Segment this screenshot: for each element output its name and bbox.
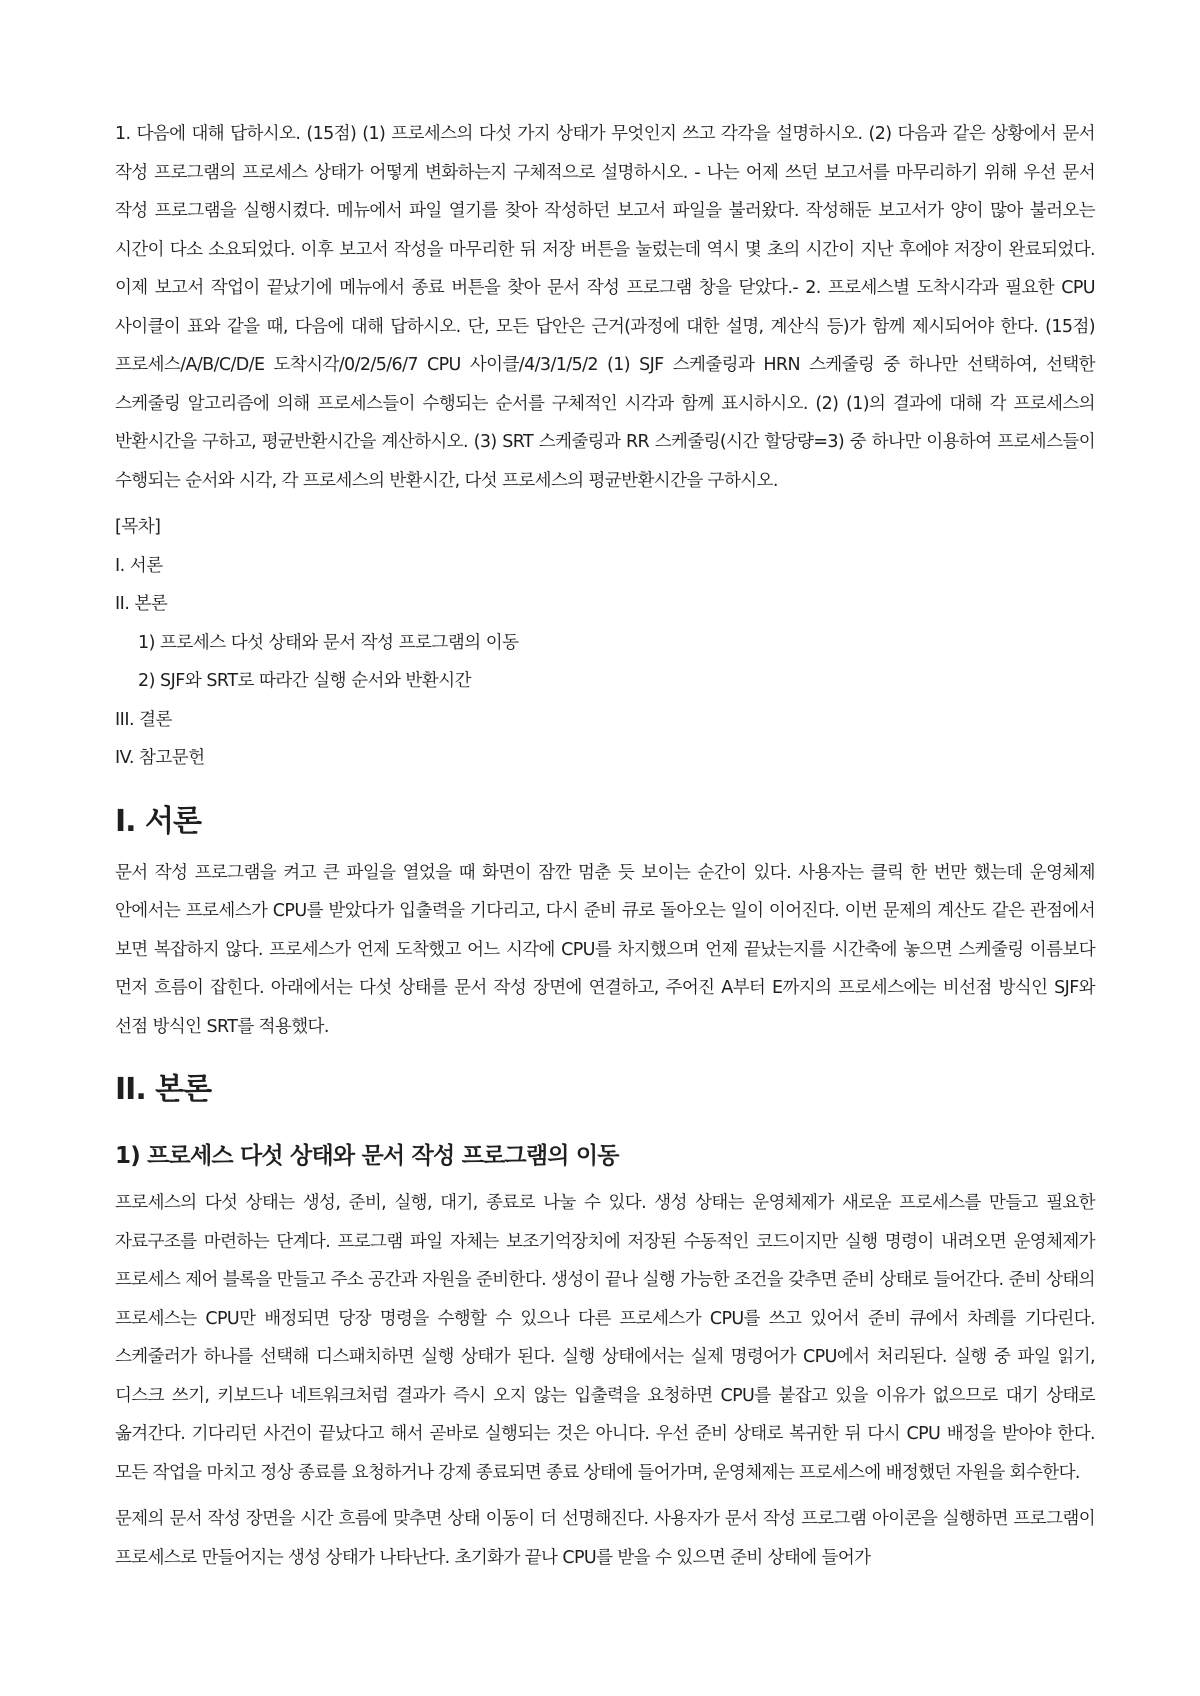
question-text: 1. 다음에 대해 답하시오. (15점) (1) 프로세스의 다섯 가지 상태가 무엇인지 쓰고 각각을 설명하시오. (2) 다음과 같은 상황에서 문서 작성 프로그램의 프로세스 상태가 어떻게 변화하는지 구체적으로 설명하시오. - 나는 어제 쓰던 보고서를 마무리하기 위해 우선 문서 작성 프로그램을 실행시켰다. 메뉴에서 파일 열기를 찾아 작성하던 보고서 파일을 불러왔다. 작성해둔 보고서가 양이 많아 불러오는 시간이 다소 소요되었다. 이후 보고서 작성을 마무리한 뒤 저장 버튼을 눌렀는데 역시 몇 초의 시간이 지난 후에야 저장이 완료되었다. 이제 보고서 작업이 끝났기에 메뉴에서 종료 버튼을 찾아 문서 작성 프로그램 창을 닫았다.- 2. 프로세스별 도착시각과 필요한 CPU 사이클이 표와 같을 때, 다음에 대해 답하시오. 단, 모든 답안은 근거(과정에 대한 설명, 계산식 등)가 함께 제시되어야 한다. (15점) 프로세스/A/B/C/D/E 도착시각/0/2/5/6/7 CPU 사이클/4/3/1/5/2 (1) SJF 스케줄링과 HRN 스케줄링 중 하나만 선택하여, 선택한 스케줄링 알고리즘에 의해 프로세스들이 수행되는 순서를 구체적인 시각과 함께 표시하시오. (2) (1)의 결과에 대해 각 프로세스의 반환시간을 구하고, 평균반환시간을 계산하시오. (3) SRT 스케줄링과 RR 스케줄링(시간 할당량=3) 중 하나만 이용하여 프로세스들이 수행되는 순서와 시각, 각 프로세스의 반환시간, 다섯 프로세스의 평균반환시간을 구하시오. (115, 124, 1095, 491)
toc-item-process-states: 1) 프로세스 다섯 상태와 문서 작성 프로그램의 이동 (138, 632, 519, 653)
process-states-paragraph-2: 문제의 문서 작성 장면을 시간 흐름에 맞추면 상태 이동이 더 선명해진다. 사용자가 문서 작성 프로그램 아이콘을 실행하면 프로그램이 프로세스로 만들어지는 생성 상태가 나타난다. 초기화가 끝나 CPU를 받을 수 있으면 준비 상태에 들어가 (115, 1509, 1095, 1568)
toc-item-sjf-srt: 2) SJF와 SRT로 따라간 실행 순서와 반환시간 (138, 671, 472, 691)
toc-item-references: IV. 참고문헌 (115, 748, 205, 768)
process-states-paragraph-1: 프로세스의 다섯 상태는 생성, 준비, 실행, 대기, 종료로 나눌 수 있다. 생성 상태는 운영체제가 새로운 프로세스를 만들고 필요한 자료구조를 마련하는 단계다. 프로그램 파일 자체는 보조기억장치에 저장된 수동적인 코드이지만 실행 명령이 내려오면 운영체제가 프로세스 제어 블록을 만들고 주소 공간과 자원을 준비한다. 생성이 끝나 실행 가능한 조건을 갖추면 준비 상태로 들어간다. 준비 상태의 프로세스는 CPU만 배정되면 당장 명령을 수행할 수 있으나 다른 프로세스가 CPU를 쓰고 있어서 준비 큐에서 차례를 기다린다. 스케줄러가 하나를 선택해 디스패치하면 실행 상태가 된다. 실행 상태에서는 실제 명령어가 CPU에서 처리된다. 실행 중 파일 읽기, 디스크 쓰기, 키보드나 네트워크처럼 결과가 즉시 오지 않는 입출력을 요청하면 CPU를 붙잡고 있을 이유가 없으므로 대기 상태로 옮겨간다. 기다리던 사건이 끝났다고 해서 곧바로 실행되는 것은 아니다. 우선 준비 상태로 복귀한 뒤 다시 CPU 배정을 받아야 한다. 모든 작업을 마치고 정상 종료를 요청하거나 강제 종료되면 종료 상태에 들어가며, 운영체제는 프로세스에 배정했던 자원을 회수한다. (115, 1193, 1095, 1483)
toc-title: [목차] (115, 517, 161, 537)
toc-item-main-body: II. 본론 (115, 594, 168, 614)
introduction-paragraph: 문서 작성 프로그램을 켜고 큰 파일을 열었을 때 화면이 잠깐 멈춘 듯 보이는 순간이 있다. 사용자는 클릭 한 번만 했는데 운영체제 안에서는 프로세스가 CPU를 받았다가 입출력을 기다리고, 다시 준비 큐로 돌아오는 일이 이어진다. 이번 문제의 계산도 같은 관점에서 보면 복잡하지 않다. 프로세스가 언제 도착했고 어느 시각에 CPU를 차지했으며 언제 끝났는지를 시간축에 놓으면 스케줄링 이름보다 먼저 흐름이 잡힌다. 아래에서는 다섯 상태를 문서 작성 장면에 연결하고, 주어진 A부터 E까지의 프로세스에는 비선점 방식인 SJF와 선점 방식인 SRT를 적용했다. (115, 862, 1095, 1037)
toc-item-conclusion: III. 결론 (115, 709, 172, 730)
toc-list (115, 547, 1095, 778)
table-of-contents (115, 508, 1095, 778)
process-states-heading: 1) 프로세스 다섯 상태와 문서 작성 프로그램의 이동 (115, 1143, 619, 1169)
toc-item-introduction: I. 서론 (115, 555, 163, 576)
introduction-heading: I. 서론 (115, 803, 201, 839)
main-body-heading: II. 본론 (115, 1072, 212, 1107)
